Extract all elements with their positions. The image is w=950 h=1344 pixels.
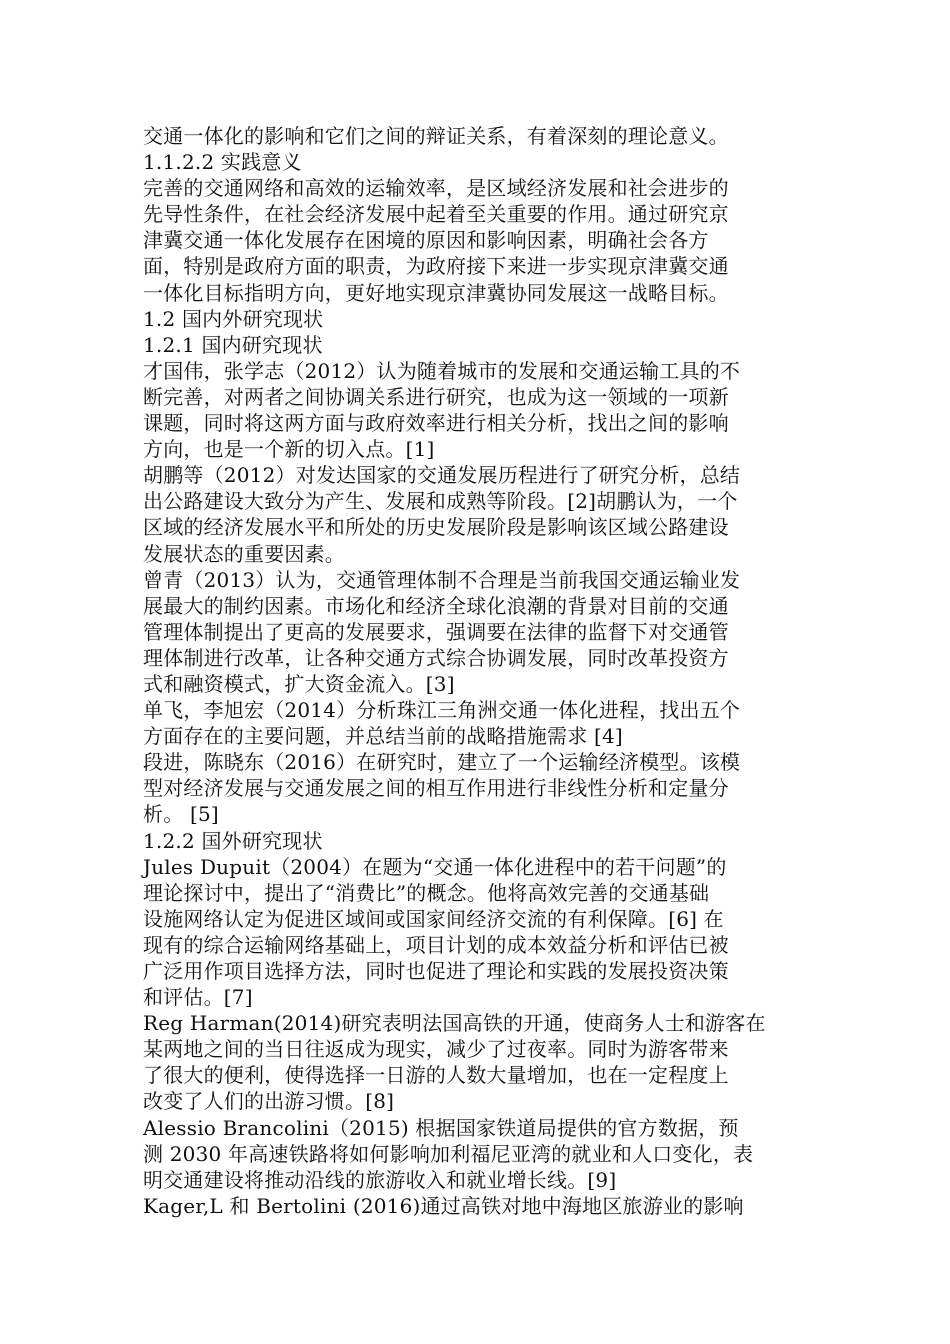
text-line: 区域的经济发展水平和所处的历史发展阶段是影响该区域公路建设 [143,515,729,540]
section-heading: 1.1.2.2 实践意义 [143,150,302,175]
text-line: 先导性条件，在社会经济发展中起着至关重要的作用。通过研究京 [143,202,729,227]
text-line: 交通一体化的影响和它们之间的辩证关系，有着深刻的理论意义。 [143,124,729,148]
text-line: 现有的综合运输网络基础上，项目计划的成本效益分析和评估已被 [143,932,729,957]
text-line: Kager,L 和 Bertolini (2016)通过高铁对地中海地区旅游业的影响 [143,1193,744,1218]
text-line: Jules Dupuit（2004）在题为“交通一体化进程中的若干问题”的 [143,854,727,879]
document-page [143,123,808,1219]
text-line: 面，特别是政府方面的职责，为政府接下来进一步实现京津冀交通 [143,254,729,279]
text-line: 胡鹏等（2012）对发达国家的交通发展历程进行了研究分析，总结 [143,463,741,488]
section-heading: 1.2.1 国内研究现状 [143,332,323,357]
section-heading: 1.2.2 国外研究现状 [143,828,323,853]
text-line: 了很大的便利，使得选择一日游的人数大量增加，也在一定程度上 [143,1063,729,1088]
text-line: 断完善，对两者之间协调关系进行研究，也成为这一领域的一项新 [143,384,729,409]
text-line: 理体制进行改革，让各种交通方式综合协调发展，同时改革投资方 [143,645,729,670]
text-line: 测 2030 年高速铁路将如何影响加利福尼亚湾的就业和人口变化，表 [143,1141,754,1166]
text-line: 课题，同时将这两方面与政府效率进行相关分析，找出之间的影响 [143,411,729,436]
text-line: 方向，也是一个新的切入点。[1] [143,437,435,462]
text-line: 一体化目标指明方向，更好地实现京津冀协同发展这一战略目标。 [143,280,729,305]
text-line: Alessio Brancolini（2015) 根据国家铁道局提供的官方数据，预 [143,1115,739,1140]
text-line: 某两地之间的当日往返成为现实，减少了过夜率。同时为游客带来 [143,1037,729,1062]
text-line: 广泛用作项目选择方法，同时也促进了理论和实践的发展投资决策 [143,959,729,983]
text-line: 津冀交通一体化发展存在困境的原因和影响因素，明确社会各方 [143,228,709,253]
text-line: 管理体制提出了更高的发展要求，强调要在法律的监督下对交通管 [143,619,729,644]
text-line: 发展状态的重要因素。 [143,541,345,566]
section-heading: 1.2 国内外研究现状 [143,306,324,331]
text-line: 曾青（2013）认为，交通管理体制不合理是当前我国交通运输业发 [143,567,741,592]
text-line: 单飞，李旭宏（2014）分析珠江三角洲交通一体化进程，找出五个 [143,698,741,723]
text-line: 出公路建设大致分为产生、发展和成熟等阶段。[2]胡鹏认为，一个 [143,489,738,514]
text-line: 段进，陈晓东（2016）在研究时，建立了一个运输经济模型。该模 [143,750,741,775]
text-line: Reg Harman(2014)研究表明法国高铁的开通，使商务人士和游客在 [143,1011,766,1036]
text-line: 方面存在的主要问题，并总结当前的战略措施需求 [4] [143,724,623,749]
text-line: 型对经济发展与交通发展之间的相互作用进行非线性分析和定量分 [143,776,729,801]
text-line: 理论探讨中，提出了“消费比”的概念。他将高效完善的交通基础 [143,880,710,905]
text-line: 完善的交通网络和高效的运输效率，是区域经济发展和社会进步的 [143,176,729,201]
text-line: 明交通建设将推动沿线的旅游收入和就业增长线。[9] [143,1167,617,1192]
text-line: 设施网络认定为促进区域间或国家间经济交流的有利保障。[6] 在 [143,906,724,931]
text-line: 和评估。[7] [143,985,253,1010]
text-line: 式和融资模式，扩大资金流入。[3] [143,671,455,696]
text-line: 析。 [5] [143,802,219,827]
text-line: 才国伟，张学志（2012）认为随着城市的发展和交通运输工具的不 [143,358,741,383]
text-line: 展最大的制约因素。市场化和经济全球化浪潮的背景对目前的交通 [143,593,729,618]
text-line: 改变了人们的出游习惯。[8] [143,1089,395,1114]
